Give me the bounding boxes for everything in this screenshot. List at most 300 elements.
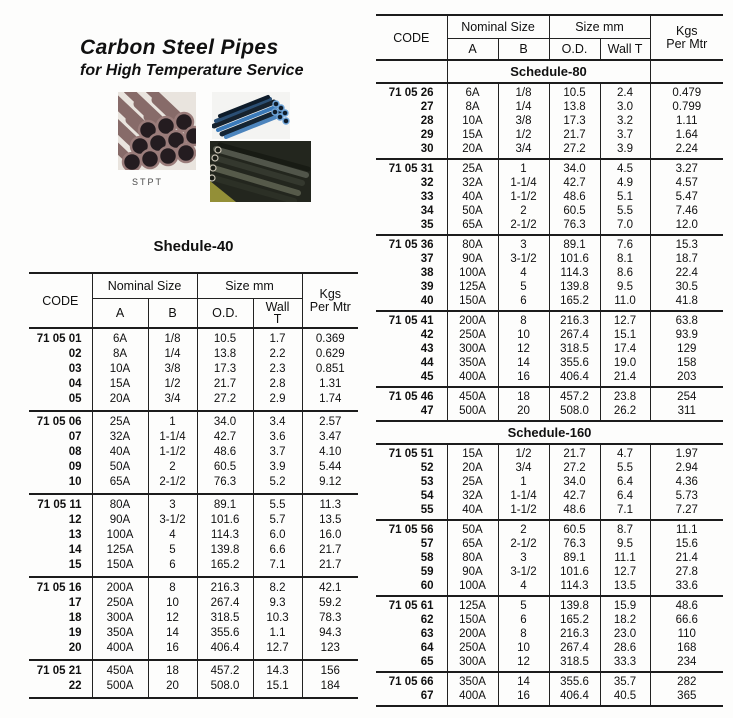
- table-row: [29, 513, 358, 528]
- value-cell: 400A: [447, 689, 498, 706]
- value-cell: 48.6: [197, 445, 253, 460]
- value-cell: 50A: [92, 460, 148, 475]
- value-cell: 12.7: [600, 565, 650, 579]
- value-cell: 11.3: [302, 494, 358, 513]
- value-cell: 267.4: [549, 328, 600, 342]
- code-cell: 67: [420, 690, 434, 702]
- code-cell: 71 05 36: [388, 239, 434, 251]
- value-cell: 89.1: [197, 494, 253, 513]
- value-cell: 76.3: [197, 475, 253, 494]
- col-header-size-mm: Size mm: [197, 273, 302, 299]
- value-cell: 10A: [92, 362, 148, 377]
- value-cell: 9.5: [600, 280, 650, 294]
- value-cell: 6A: [447, 83, 498, 100]
- value-cell: 4.10: [302, 445, 358, 460]
- value-cell: 3-1/2: [498, 565, 549, 579]
- value-cell: 4.7: [600, 444, 650, 461]
- value-cell: 1/8: [498, 83, 549, 100]
- table-row: [376, 235, 723, 252]
- value-cell: 11.0: [600, 294, 650, 311]
- table-row: [376, 142, 723, 159]
- code-cell: 33: [420, 191, 434, 203]
- value-cell: 10.5: [197, 328, 253, 347]
- value-cell: 2: [498, 204, 549, 218]
- value-cell: 12: [498, 655, 549, 672]
- value-cell: 89.1: [549, 235, 600, 252]
- value-cell: 0.479: [650, 83, 723, 100]
- schedule-80-160-table: [376, 14, 723, 707]
- value-cell: 26.2: [600, 404, 650, 421]
- col-header-kgs-line2: Per Mtr: [666, 36, 708, 51]
- pipes-photo-blue-bundle: [212, 92, 290, 139]
- value-cell: 40A: [447, 503, 498, 520]
- value-cell: 60.5: [197, 460, 253, 475]
- value-cell: 7.0: [600, 218, 650, 235]
- value-cell: 6: [148, 558, 197, 577]
- value-cell: 9.5: [600, 537, 650, 551]
- code-cell: 45: [420, 371, 434, 383]
- value-cell: 457.2: [549, 387, 600, 404]
- code-cell: 60: [420, 580, 434, 592]
- table-row: [29, 328, 358, 347]
- col-header-kgs: [302, 273, 358, 328]
- value-cell: 125A: [447, 280, 498, 294]
- col-header-wall-t: Wall T: [600, 39, 650, 61]
- value-cell: 250A: [447, 328, 498, 342]
- value-cell: 34.0: [197, 411, 253, 430]
- value-cell: 3.0: [600, 100, 650, 114]
- value-cell: 110: [650, 627, 723, 641]
- col-header-wall-line2: T: [273, 312, 282, 326]
- value-cell: 40.5: [600, 689, 650, 706]
- value-cell: 1/2: [498, 444, 549, 461]
- value-cell: 3.47: [302, 430, 358, 445]
- value-cell: 165.2: [549, 613, 600, 627]
- value-cell: 6: [498, 613, 549, 627]
- value-cell: 16: [498, 370, 549, 387]
- value-cell: 184: [302, 679, 358, 698]
- value-cell: 90A: [447, 252, 498, 266]
- value-cell: 5.44: [302, 460, 358, 475]
- value-cell: 4.57: [650, 176, 723, 190]
- code-cell: 17: [68, 597, 82, 609]
- value-cell: 42.7: [549, 176, 600, 190]
- value-cell: 18.7: [650, 252, 723, 266]
- value-cell: 3.2: [600, 114, 650, 128]
- code-cell: 53: [420, 476, 434, 488]
- value-cell: 0.629: [302, 347, 358, 362]
- value-cell: 457.2: [197, 660, 253, 679]
- code-cell: 14: [68, 544, 82, 556]
- table-row: [29, 611, 358, 626]
- value-cell: 355.6: [549, 356, 600, 370]
- value-cell: 5.73: [650, 489, 723, 503]
- table-row: [29, 377, 358, 392]
- code-cell: 15: [68, 559, 82, 571]
- value-cell: 1-1/4: [498, 176, 549, 190]
- table-header: [29, 273, 358, 328]
- value-cell: 21.7: [197, 377, 253, 392]
- table-row: [29, 445, 358, 460]
- value-cell: 250A: [92, 596, 148, 611]
- value-cell: 12.7: [600, 311, 650, 328]
- value-cell: 18: [148, 660, 197, 679]
- value-cell: 48.6: [650, 596, 723, 613]
- value-cell: 80A: [447, 551, 498, 565]
- code-cell: 52: [420, 462, 434, 474]
- value-cell: 93.9: [650, 328, 723, 342]
- value-cell: 216.3: [549, 627, 600, 641]
- pipes-photo-stacked-ends: [118, 92, 196, 170]
- value-cell: 101.6: [549, 565, 600, 579]
- value-cell: 318.5: [549, 655, 600, 672]
- value-cell: 7.1: [253, 558, 302, 577]
- value-cell: 365: [650, 689, 723, 706]
- table-row: [376, 387, 723, 404]
- table-row: [376, 311, 723, 328]
- value-cell: 16.0: [302, 528, 358, 543]
- value-cell: 8.1: [600, 252, 650, 266]
- value-cell: 9.12: [302, 475, 358, 494]
- row-group: [376, 520, 723, 596]
- value-cell: 50A: [447, 520, 498, 537]
- value-cell: 165.2: [197, 558, 253, 577]
- value-cell: 7.27: [650, 503, 723, 520]
- schedule-40-heading: Shedule-40: [153, 238, 234, 255]
- code-cell: 71 05 11: [37, 499, 82, 511]
- code-cell: 64: [420, 642, 434, 654]
- row-group: [376, 235, 723, 311]
- value-cell: 1.74: [302, 392, 358, 411]
- table-row: [376, 252, 723, 266]
- value-cell: 3.27: [650, 159, 723, 176]
- value-cell: 17.3: [197, 362, 253, 377]
- code-cell: 59: [420, 566, 434, 578]
- table-row: [376, 280, 723, 294]
- code-cell: 47: [420, 405, 434, 417]
- value-cell: 406.4: [549, 370, 600, 387]
- table-row: [29, 411, 358, 430]
- value-cell: 500A: [447, 404, 498, 421]
- value-cell: 400A: [447, 370, 498, 387]
- value-cell: 27.2: [549, 461, 600, 475]
- value-cell: 300A: [92, 611, 148, 626]
- value-cell: 114.3: [197, 528, 253, 543]
- value-cell: 450A: [447, 387, 498, 404]
- col-header-code: CODE: [29, 273, 92, 328]
- table-row: [376, 655, 723, 672]
- value-cell: 89.1: [549, 551, 600, 565]
- table-row: [29, 362, 358, 377]
- value-cell: 406.4: [197, 641, 253, 660]
- code-cell: 03: [68, 363, 82, 375]
- value-cell: 2.24: [650, 142, 723, 159]
- value-cell: 15.1: [600, 328, 650, 342]
- value-cell: 254: [650, 387, 723, 404]
- table-row: [376, 461, 723, 475]
- value-cell: 150A: [447, 294, 498, 311]
- table-row: [376, 596, 723, 613]
- table-row: [29, 558, 358, 577]
- table-row: [29, 596, 358, 611]
- table-header: [376, 15, 723, 60]
- value-cell: 2.9: [253, 392, 302, 411]
- value-cell: 100A: [447, 266, 498, 280]
- value-cell: 4: [498, 579, 549, 596]
- value-cell: 350A: [447, 356, 498, 370]
- value-cell: 150A: [92, 558, 148, 577]
- code-cell: 44: [420, 357, 434, 369]
- table-row: [29, 641, 358, 660]
- value-cell: 22.4: [650, 266, 723, 280]
- value-cell: 34.0: [549, 475, 600, 489]
- code-cell: 71 05 61: [388, 600, 434, 612]
- value-cell: 2-1/2: [498, 218, 549, 235]
- table-row: [376, 356, 723, 370]
- value-cell: 3/8: [498, 114, 549, 128]
- value-cell: 3.7: [253, 445, 302, 460]
- table-row: [376, 404, 723, 421]
- code-cell: 71 05 51: [388, 448, 434, 460]
- table-row: [376, 627, 723, 641]
- page-title-line2: for High Temperature Service: [80, 62, 304, 80]
- value-cell: 450A: [92, 660, 148, 679]
- value-cell: 41.8: [650, 294, 723, 311]
- value-cell: 2: [148, 460, 197, 475]
- value-cell: 16: [148, 641, 197, 660]
- value-cell: 3/4: [498, 142, 549, 159]
- value-cell: 76.3: [549, 537, 600, 551]
- value-cell: 4: [498, 266, 549, 280]
- value-cell: 10A: [447, 114, 498, 128]
- value-cell: 40A: [92, 445, 148, 460]
- page-title: [80, 36, 303, 81]
- value-cell: 8: [498, 311, 549, 328]
- value-cell: 267.4: [197, 596, 253, 611]
- value-cell: 21.4: [600, 370, 650, 387]
- table-row: [376, 689, 723, 706]
- banner-spacer: [650, 60, 723, 83]
- value-cell: 114.3: [549, 579, 600, 596]
- value-cell: 20A: [447, 142, 498, 159]
- value-cell: 300A: [447, 655, 498, 672]
- value-cell: 60.5: [549, 520, 600, 537]
- value-cell: 3.6: [253, 430, 302, 445]
- code-cell: 71 05 21: [36, 665, 82, 677]
- code-cell: 65: [420, 656, 434, 668]
- value-cell: 15A: [447, 444, 498, 461]
- value-cell: 3: [498, 235, 549, 252]
- value-cell: 508.0: [549, 404, 600, 421]
- value-cell: 1.1: [253, 626, 302, 641]
- table-row: [29, 347, 358, 362]
- table-row: [376, 520, 723, 537]
- value-cell: 13.8: [549, 100, 600, 114]
- value-cell: 139.8: [197, 543, 253, 558]
- value-cell: 20: [498, 404, 549, 421]
- table-row: [376, 190, 723, 204]
- value-cell: 35.7: [600, 672, 650, 689]
- table-row: [376, 503, 723, 520]
- value-cell: 203: [650, 370, 723, 387]
- value-cell: 25A: [447, 475, 498, 489]
- table-row: [376, 551, 723, 565]
- value-cell: 1/8: [148, 328, 197, 347]
- value-cell: 125A: [92, 543, 148, 558]
- code-cell: 32: [420, 177, 434, 189]
- value-cell: 8.6: [600, 266, 650, 280]
- value-cell: 2.57: [302, 411, 358, 430]
- table-row: [376, 342, 723, 356]
- value-cell: 5: [498, 596, 549, 613]
- table-row: [376, 100, 723, 114]
- value-cell: 123: [302, 641, 358, 660]
- value-cell: 1: [498, 475, 549, 489]
- value-cell: 42.7: [549, 489, 600, 503]
- value-cell: 1/2: [148, 377, 197, 392]
- value-cell: 156: [302, 660, 358, 679]
- value-cell: 3: [148, 494, 197, 513]
- value-cell: 27.2: [197, 392, 253, 411]
- table-row: [376, 328, 723, 342]
- table-row: [376, 489, 723, 503]
- value-cell: 4.9: [600, 176, 650, 190]
- value-cell: 300A: [447, 342, 498, 356]
- code-cell: 54: [420, 490, 434, 502]
- value-cell: 1: [498, 159, 549, 176]
- table-row: [29, 430, 358, 445]
- value-cell: 76.3: [549, 218, 600, 235]
- value-cell: 19.0: [600, 356, 650, 370]
- col-header-kgs-line1: Kgs: [319, 286, 342, 301]
- value-cell: 15.9: [600, 596, 650, 613]
- col-header-code: CODE: [376, 15, 447, 60]
- value-cell: 1.7: [253, 328, 302, 347]
- schedule-80-banner: [376, 60, 723, 83]
- value-cell: 5.2: [253, 475, 302, 494]
- table-row: [29, 543, 358, 558]
- value-cell: 13.8: [197, 347, 253, 362]
- value-cell: 7.46: [650, 204, 723, 218]
- table-row: [376, 218, 723, 235]
- value-cell: 139.8: [549, 280, 600, 294]
- value-cell: 27.8: [650, 565, 723, 579]
- row-group: [376, 159, 723, 235]
- value-cell: 6: [498, 294, 549, 311]
- value-cell: 60.5: [549, 204, 600, 218]
- value-cell: 114.3: [549, 266, 600, 280]
- value-cell: 20A: [447, 461, 498, 475]
- code-cell: 71 05 66: [388, 676, 434, 688]
- value-cell: 6A: [92, 328, 148, 347]
- value-cell: 355.6: [549, 672, 600, 689]
- value-cell: 2.2: [253, 347, 302, 362]
- value-cell: 4: [148, 528, 197, 543]
- page-title-line1: Carbon Steel Pipes: [80, 36, 279, 59]
- col-header-nominal-size: Nominal Size: [447, 15, 549, 39]
- schedule-160-banner: [376, 421, 723, 444]
- value-cell: 28.6: [600, 641, 650, 655]
- value-cell: 5.47: [650, 190, 723, 204]
- value-cell: 350A: [447, 672, 498, 689]
- value-cell: 13.5: [600, 579, 650, 596]
- value-cell: 23.0: [600, 627, 650, 641]
- value-cell: 50A: [447, 204, 498, 218]
- row-group: [376, 444, 723, 520]
- value-cell: 1: [148, 411, 197, 430]
- code-cell: 27: [420, 101, 434, 113]
- code-cell: 34: [420, 205, 434, 217]
- code-cell: 71 05 26: [388, 87, 434, 99]
- table-row: [29, 392, 358, 411]
- value-cell: 200A: [447, 627, 498, 641]
- value-cell: 2: [498, 520, 549, 537]
- value-cell: 168: [650, 641, 723, 655]
- value-cell: 2.8: [253, 377, 302, 392]
- value-cell: 48.6: [549, 190, 600, 204]
- value-cell: 59.2: [302, 596, 358, 611]
- value-cell: 500A: [92, 679, 148, 698]
- code-cell: 22: [68, 680, 82, 692]
- code-cell: 09: [68, 461, 82, 473]
- code-cell: 18: [68, 612, 82, 624]
- code-cell: 62: [420, 614, 434, 626]
- value-cell: 6.4: [600, 489, 650, 503]
- value-cell: 32A: [447, 489, 498, 503]
- value-cell: 18: [498, 387, 549, 404]
- code-cell: 19: [68, 627, 82, 639]
- row-group: [376, 387, 723, 421]
- code-cell: 05: [68, 393, 82, 405]
- value-cell: 355.6: [197, 626, 253, 641]
- value-cell: 33.6: [650, 579, 723, 596]
- value-cell: 21.4: [650, 551, 723, 565]
- value-cell: 8: [148, 577, 197, 596]
- photo-caption: STPT: [132, 177, 164, 187]
- value-cell: 5.1: [600, 190, 650, 204]
- value-cell: 282: [650, 672, 723, 689]
- value-cell: 0.369: [302, 328, 358, 347]
- value-cell: 17.3: [549, 114, 600, 128]
- value-cell: 14: [148, 626, 197, 641]
- code-cell: 57: [420, 538, 434, 550]
- table-row: [376, 159, 723, 176]
- col-header-od: O.D.: [197, 299, 253, 329]
- value-cell: 6.0: [253, 528, 302, 543]
- table-row: [29, 528, 358, 543]
- value-cell: 5.5: [253, 494, 302, 513]
- value-cell: 34.0: [549, 159, 600, 176]
- table-row: [376, 128, 723, 142]
- value-cell: 8.2: [253, 577, 302, 596]
- value-cell: 15.3: [650, 235, 723, 252]
- value-cell: 9.3: [253, 596, 302, 611]
- value-cell: 1-1/2: [498, 190, 549, 204]
- value-cell: 21.7: [302, 558, 358, 577]
- value-cell: 12: [498, 342, 549, 356]
- value-cell: 2.3: [253, 362, 302, 377]
- code-cell: 71 05 41: [388, 315, 434, 327]
- value-cell: 10.3: [253, 611, 302, 626]
- value-cell: 165.2: [549, 294, 600, 311]
- table-row: [29, 577, 358, 596]
- value-cell: 6.4: [600, 475, 650, 489]
- col-header-a: A: [468, 42, 477, 56]
- table-row: [376, 114, 723, 128]
- value-cell: 318.5: [549, 342, 600, 356]
- table-row: [376, 565, 723, 579]
- code-cell: 08: [68, 446, 82, 458]
